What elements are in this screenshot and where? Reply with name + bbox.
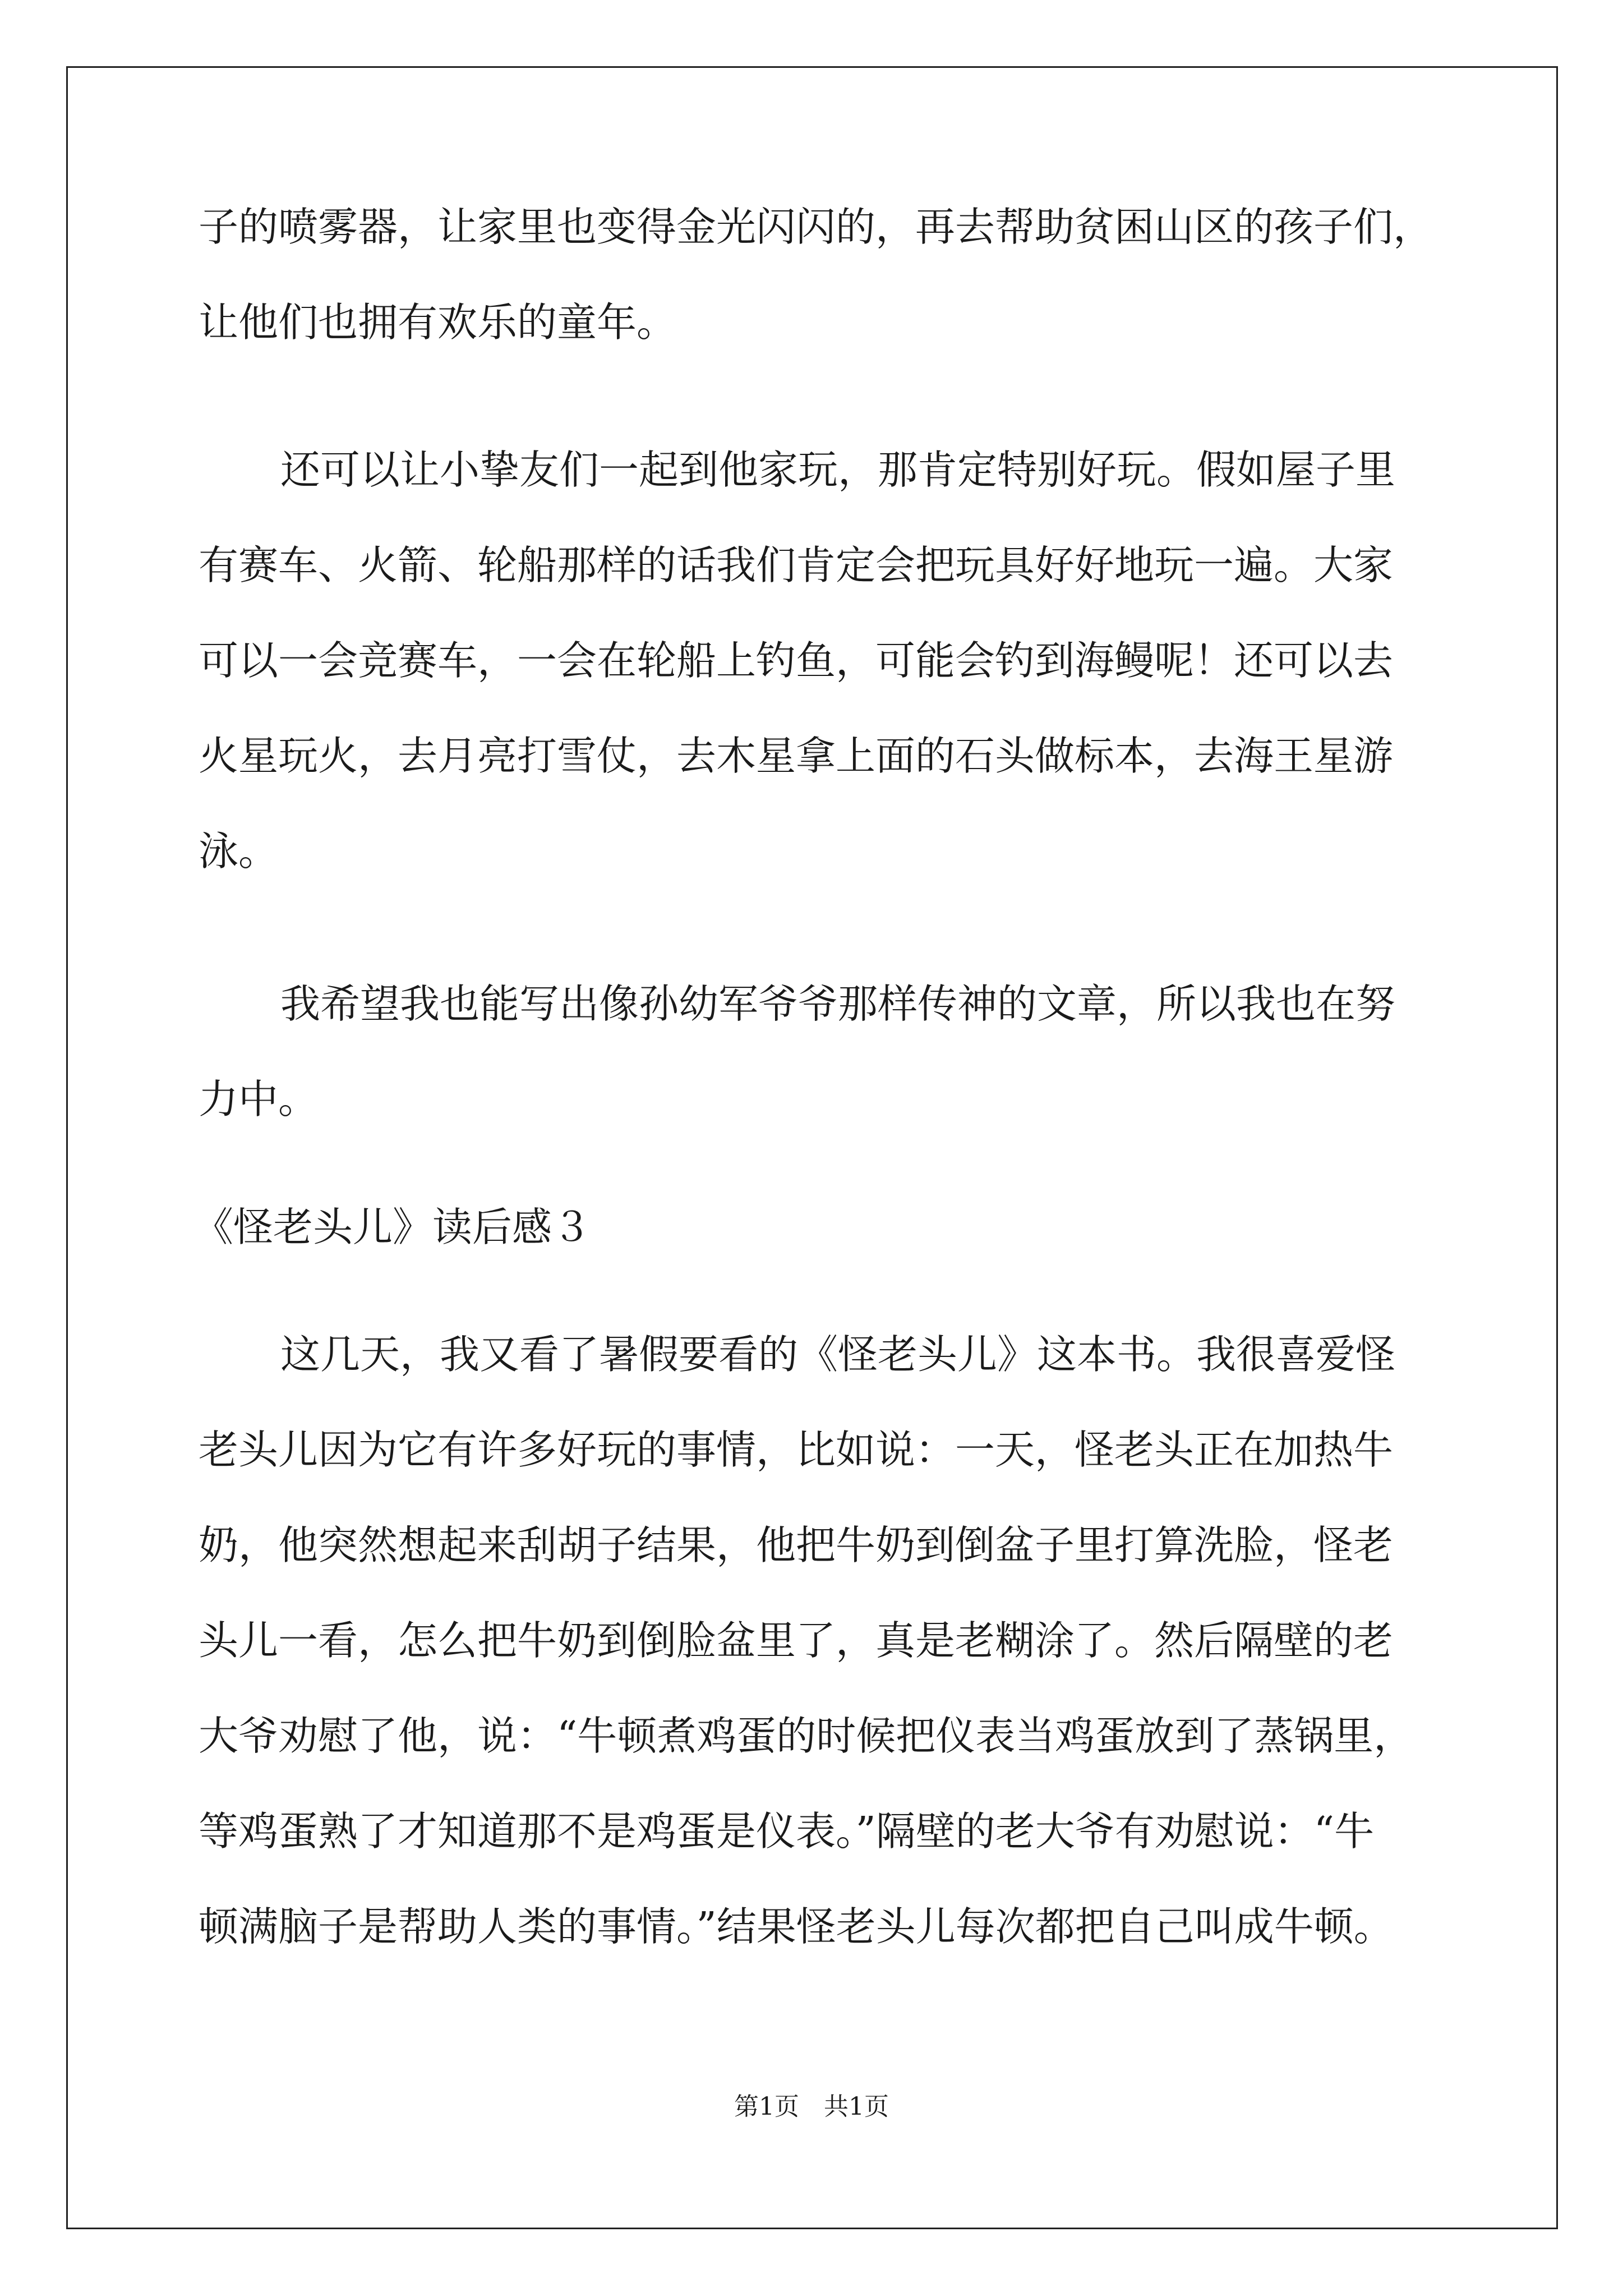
text-line: 头儿一看，怎么把牛奶到倒脸盆里了，真是老糊涂了。然后隔壁的老: [199, 1617, 1394, 1664]
text-line: 泳。: [199, 828, 279, 875]
text-line: 让他们也拥有欢乐的童年。: [199, 299, 677, 346]
text-line: 可以一会竞赛车，一会在轮船上钓鱼，可能会钓到海鳗呢！还可以去: [199, 637, 1394, 684]
text-line: 火星玩火，去月亮打雪仗，去木星拿上面的石头做标本，去海王星游: [199, 733, 1394, 779]
paragraph-first-line: 还可以让小挚友们一起到他家玩，那肯定特别好玩。假如屋子里: [280, 447, 1396, 493]
text-line: 老头儿因为它有许多好玩的事情，比如说：一天，怪老头正在加热牛: [199, 1427, 1394, 1473]
text-line: 等鸡蛋熟了才知道那不是鸡蛋是仪表。”隔壁的老大爷有劝慰说：“牛: [199, 1808, 1375, 1855]
text-line: 大爷劝慰了他，说：“牛顿煮鸡蛋的时候把仪表当鸡蛋放到了蒸锅里，: [199, 1713, 1414, 1759]
section-heading: 《怪老头儿》读后感３: [193, 1204, 592, 1250]
page-number-footer: 第1页 共1页: [734, 2092, 889, 2121]
text-line: 顿满脑子是帮助人类的事情。”结果怪老头儿每次都把自己叫成牛顿。: [199, 1903, 1394, 1950]
text-line: 力中。: [199, 1076, 319, 1122]
paragraph-first-line: 我希望我也能写出像孙幼军爷爷那样传神的文章，所以我也在努: [280, 981, 1396, 1027]
text-line: 有赛车、火箭、轮船那样的话我们肯定会把玩具好好地玩一遍。大家: [199, 542, 1394, 588]
paragraph-first-line: 这几天，我又看了暑假要看的《怪老头儿》这本书。我很喜爱怪: [280, 1331, 1396, 1378]
text-line: 子的喷雾器，让家里也变得金光闪闪的，再去帮助贫困山区的孩子们，: [199, 204, 1433, 250]
text-line: 奶，他突然想起来刮胡子结果，他把牛奶到倒盆子里打算洗脸，怪老: [199, 1522, 1394, 1568]
